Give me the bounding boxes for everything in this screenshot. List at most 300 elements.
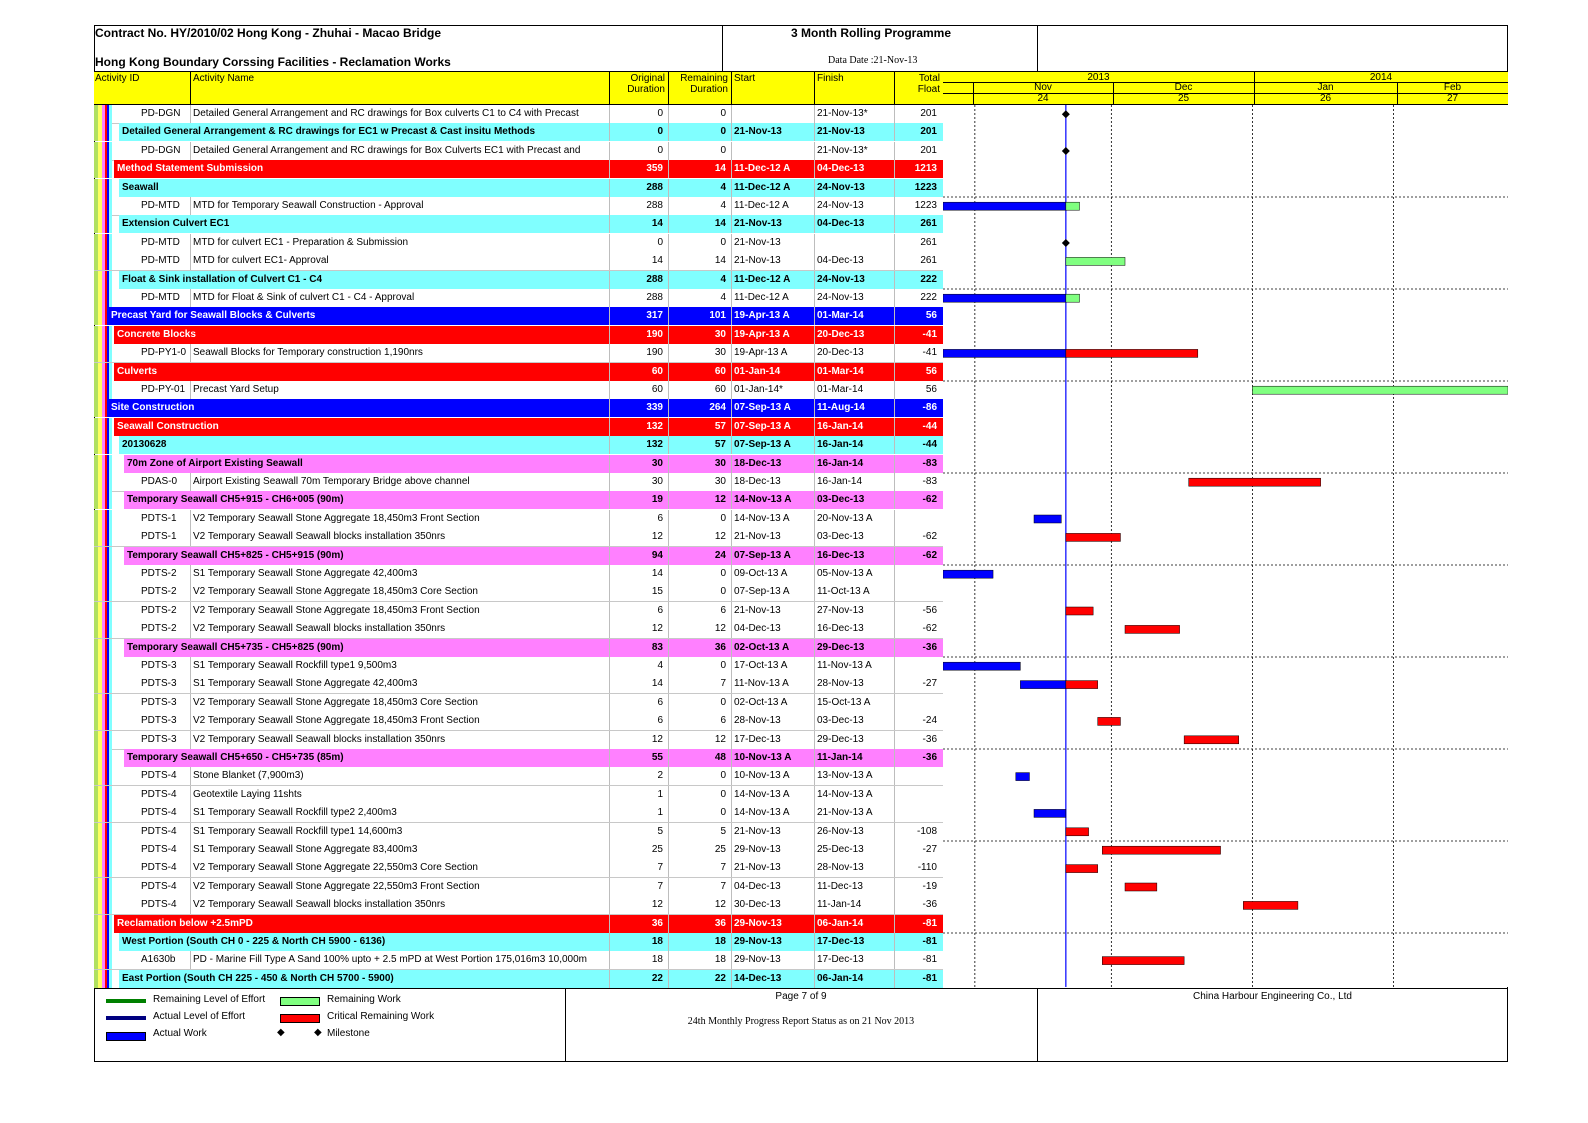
cell-sep <box>731 252 732 270</box>
cell-rd: 60 <box>714 365 726 377</box>
activity-row[interactable] <box>94 583 943 602</box>
wbs-group-row[interactable] <box>94 639 943 657</box>
cell-sep <box>814 436 815 454</box>
activity-row[interactable] <box>94 105 943 124</box>
cell-sep <box>894 289 895 307</box>
wbs-level-stripe <box>109 363 112 381</box>
col-label-line: Duration <box>627 84 665 95</box>
cell-sep <box>894 970 895 988</box>
cell-sep <box>731 289 732 307</box>
cell-sep <box>814 418 815 436</box>
cell-start: 21-Nov-13 <box>734 604 781 616</box>
col-sep <box>609 72 610 104</box>
col-activity-id[interactable]: Activity ID <box>95 73 140 84</box>
cell-sep <box>731 878 732 896</box>
activity-row[interactable] <box>94 510 943 529</box>
cell-sep <box>894 215 895 233</box>
critical-work-bar <box>1125 625 1180 633</box>
group-name: Method Statement Submission <box>117 163 264 175</box>
cell-sep <box>731 234 732 252</box>
cell-rd: 30 <box>714 476 726 487</box>
activity-row[interactable] <box>94 528 943 547</box>
activity-id: PDTS-4 <box>141 899 177 911</box>
wbs-level-stripe <box>109 804 112 822</box>
activity-row[interactable] <box>94 565 943 584</box>
cell-rd: 48 <box>714 752 726 763</box>
critical-work-bar <box>1102 846 1220 854</box>
cell-sep <box>814 289 815 307</box>
cell-sep <box>894 399 895 417</box>
activity-row[interactable] <box>94 878 943 897</box>
cell-sep <box>814 620 815 638</box>
cell-rd: 22 <box>714 972 726 984</box>
cell-tf: -110 <box>917 862 937 874</box>
cell-sep <box>894 639 895 657</box>
week-26: 26 <box>1319 93 1332 104</box>
wbs-group-row[interactable] <box>94 418 943 436</box>
cell-finish: 01-Mar-14 <box>817 384 864 395</box>
cell-start: 11-Dec-12 A <box>734 292 789 303</box>
activity-row[interactable] <box>94 197 943 216</box>
cell-sep <box>609 436 610 454</box>
critical-work-bar <box>1066 681 1098 689</box>
wbs-level-stripe <box>109 951 112 969</box>
milestone-icon: ◆ <box>277 1027 285 1038</box>
cell-tf: -83 <box>922 476 937 487</box>
cell-od: 190 <box>646 347 663 359</box>
cell-sep <box>731 344 732 362</box>
loe-swatch <box>106 999 146 1003</box>
critical-work-bar <box>1066 533 1121 541</box>
activity-row[interactable] <box>94 767 943 786</box>
cell-rd: 0 <box>720 108 726 119</box>
cell-rd: 30 <box>714 328 726 340</box>
cell-tf <box>896 804 940 822</box>
cell-sep <box>814 859 815 877</box>
cell-tf: -44 <box>922 420 937 432</box>
cell-sep <box>731 859 732 877</box>
activity-row[interactable] <box>94 234 943 253</box>
cell-finish: 11-Jan-14 <box>817 899 862 911</box>
cell-sep <box>668 767 669 785</box>
cell-od: 1 <box>657 807 663 819</box>
group-name: 20130628 <box>122 439 167 451</box>
cell-sep <box>190 528 191 546</box>
cell-od: 19 <box>651 494 663 506</box>
cell-rd: 0 <box>720 144 726 156</box>
wbs-level-stripe <box>109 786 112 804</box>
cell-sep <box>609 160 610 178</box>
cell-sep <box>609 583 610 601</box>
gantt-chart <box>943 105 1508 987</box>
cell-start: 30-Dec-13 <box>734 899 781 911</box>
wbs-level-stripe <box>109 749 112 767</box>
activity-row[interactable] <box>94 786 943 805</box>
wbs-group-row[interactable] <box>94 455 943 473</box>
cell-finish: 06-Jan-14 <box>817 917 864 929</box>
cell-finish: 25-Dec-13 <box>817 844 864 855</box>
cell-od: 55 <box>651 752 663 763</box>
wbs-group-row[interactable] <box>94 749 943 767</box>
cell-sep <box>190 602 191 620</box>
wbs-level-stripe <box>109 675 112 693</box>
activity-id: PD-MTD <box>141 292 180 303</box>
cell-sep <box>814 510 815 528</box>
critical-work-bar <box>1066 607 1093 615</box>
cell-sep <box>731 399 732 417</box>
cell-sep <box>731 160 732 178</box>
activity-name: V2 Temporary Seawall Stone Aggregate 18,450m3 Core Section <box>193 586 478 598</box>
cell-start: 14-Nov-13 A <box>734 494 792 506</box>
cell-start: 11-Dec-12 A <box>734 163 791 175</box>
wbs-level-stripe <box>109 547 112 565</box>
cell-tf: -81 <box>922 917 937 929</box>
cell-sep <box>731 473 732 491</box>
cell-sep <box>668 271 669 289</box>
cell-sep <box>814 547 815 565</box>
cell-sep <box>814 712 815 730</box>
cell-rd: 12 <box>714 531 726 543</box>
cell-sep <box>668 547 669 565</box>
cell-sep <box>609 179 610 197</box>
cell-sep <box>190 197 191 215</box>
activity-row[interactable] <box>94 841 943 860</box>
cell-rd: 57 <box>714 420 726 432</box>
col-start[interactable]: Start <box>734 73 756 84</box>
cell-sep <box>609 547 610 565</box>
cell-start: 04-Dec-13 <box>734 623 781 635</box>
cell-sep <box>668 455 669 473</box>
group-name: Site Construction <box>111 402 195 414</box>
year-2013: 2013 <box>1087 72 1110 83</box>
cell-sep <box>609 786 610 804</box>
cell-sep <box>609 363 610 381</box>
activity-row[interactable] <box>94 896 943 915</box>
cell-od: 288 <box>646 181 663 193</box>
cell-rd: 30 <box>714 347 726 359</box>
wbs-level-stripe <box>109 878 112 896</box>
wbs-level-stripe <box>109 234 112 252</box>
cell-sep <box>668 344 669 362</box>
cell-sep <box>668 583 669 601</box>
actual-loe-swatch <box>106 1016 146 1020</box>
cell-sep <box>814 694 815 712</box>
cell-sep <box>609 639 610 657</box>
cell-finish: 20-Dec-13 <box>817 347 864 359</box>
cell-od: 6 <box>657 512 663 524</box>
activity-row[interactable] <box>94 951 943 970</box>
cell-sep <box>668 381 669 399</box>
cell-start: 19-Apr-13 A <box>734 310 790 322</box>
cell-sep <box>894 896 895 914</box>
actual-work-bar <box>943 349 1066 357</box>
wbs-level-stripe <box>109 197 112 215</box>
cell-tf: 56 <box>925 384 937 395</box>
col-remaining-duration[interactable] <box>670 73 728 95</box>
cell-sep <box>814 731 815 749</box>
cell-rd: 0 <box>720 568 726 579</box>
cell-start: 14-Dec-13 <box>734 972 782 984</box>
cell-od: 4 <box>657 660 663 671</box>
cell-rd: 0 <box>720 696 726 708</box>
wbs-group-row[interactable] <box>94 307 943 325</box>
activity-name: V2 Temporary Seawall Seawall blocks installation 350nrs <box>193 733 446 745</box>
group-name: Temporary Seawall CH5+915 - CH6+005 (90m) <box>127 494 344 506</box>
cell-finish: 05-Nov-13 A <box>817 568 873 579</box>
wbs-group-row[interactable] <box>94 436 943 454</box>
cell-finish: 20-Nov-13 A <box>817 512 873 524</box>
activity-row[interactable] <box>94 289 943 308</box>
cell-sep <box>609 896 610 914</box>
cell-sep <box>668 252 669 270</box>
group-name: West Portion (South CH 0 - 225 & North CH 5900 - 6136) <box>122 936 386 947</box>
activity-row[interactable] <box>94 731 943 750</box>
cell-finish: 16-Dec-13 <box>817 549 865 561</box>
activity-id: PDTS-4 <box>141 770 177 782</box>
cell-sep <box>731 455 732 473</box>
cell-rd: 4 <box>720 292 726 303</box>
actual-work-bar <box>943 294 1066 302</box>
cell-tf: 261 <box>920 255 937 267</box>
cell-sep <box>731 602 732 620</box>
activity-name: V2 Temporary Seawall Stone Aggregate 18,450m3 Core Section <box>193 696 478 708</box>
cell-sep <box>894 602 895 620</box>
cell-finish: 01-Mar-14 <box>817 310 864 322</box>
wbs-group-row[interactable] <box>94 491 943 509</box>
cell-finish: 03-Dec-13 <box>817 531 864 543</box>
cell-sep <box>609 878 610 896</box>
header-divider <box>1037 25 1038 71</box>
actual-work-bar <box>943 662 1020 670</box>
cell-sep <box>668 970 669 988</box>
col-original-duration[interactable] <box>611 73 665 95</box>
activity-row[interactable] <box>94 859 943 878</box>
cell-sep <box>190 896 191 914</box>
cell-finish: 24-Nov-13 <box>817 292 864 303</box>
cell-finish: 04-Dec-13 <box>817 255 864 267</box>
col-total-float[interactable] <box>896 73 940 95</box>
cell-sep <box>609 804 610 822</box>
activity-row[interactable] <box>94 804 943 823</box>
cell-tf: -36 <box>922 899 937 911</box>
cell-sep <box>609 565 610 583</box>
activity-row[interactable] <box>94 694 943 713</box>
wbs-level-stripe <box>109 326 112 344</box>
cell-od: 7 <box>657 880 663 892</box>
cell-sep <box>190 694 191 712</box>
cell-start: 18-Dec-13 <box>734 457 782 469</box>
col-finish[interactable]: Finish <box>817 73 844 84</box>
cell-sep <box>609 841 610 859</box>
cell-rd: 18 <box>714 954 726 966</box>
wbs-group-row[interactable] <box>94 933 943 951</box>
activity-row[interactable] <box>94 823 943 842</box>
cell-sep <box>668 123 669 141</box>
wbs-level-stripe <box>109 289 112 307</box>
cell-sep <box>190 565 191 583</box>
wbs-level-stripe <box>109 712 112 730</box>
cell-sep <box>668 915 669 933</box>
cell-tf <box>896 565 940 583</box>
cell-tf: -19 <box>922 880 937 892</box>
cell-start: 11-Dec-12 A <box>734 273 791 285</box>
cell-sep <box>894 620 895 638</box>
cell-tf: -62 <box>922 494 937 506</box>
wbs-level-stripe <box>109 436 112 454</box>
cell-start: 17-Dec-13 <box>734 733 781 745</box>
cell-finish: 21-Nov-13 A <box>817 807 873 819</box>
cell-finish: 26-Nov-13 <box>817 825 864 837</box>
activity-name: V2 Temporary Seawall Stone Aggregate 18,450m3 Front Section <box>193 715 480 727</box>
cell-od: 18 <box>651 954 663 966</box>
cell-sep <box>190 675 191 693</box>
cell-rd: 6 <box>720 715 726 727</box>
cell-tf: -24 <box>922 715 937 727</box>
cell-sep <box>609 694 610 712</box>
cell-sep <box>814 491 815 509</box>
legend-label: Milestone <box>327 1028 370 1039</box>
activity-id: PD-DGN <box>141 108 181 119</box>
critical-work-bar <box>1102 957 1184 965</box>
cell-sep <box>894 786 895 804</box>
cell-sep <box>814 105 815 123</box>
wbs-group-row[interactable] <box>94 970 943 988</box>
cell-start: 02-Oct-13 A <box>734 641 790 653</box>
col-sep <box>814 72 815 104</box>
critical-work-bar <box>1243 901 1298 909</box>
cell-sep <box>731 915 732 933</box>
cell-sep <box>894 123 895 141</box>
col-sep <box>190 72 191 104</box>
activity-row[interactable] <box>94 344 943 363</box>
activity-row[interactable] <box>94 620 943 639</box>
cell-od: 14 <box>651 568 663 579</box>
cell-sep <box>668 105 669 123</box>
cell-od: 288 <box>646 200 663 211</box>
header-divider <box>722 25 723 71</box>
cell-rd: 0 <box>720 512 726 524</box>
activity-id: PD-PY1-0 <box>141 347 187 359</box>
cell-rd: 12 <box>714 623 726 635</box>
cell-finish: 29-Dec-13 <box>817 641 865 653</box>
activity-id: A1630b <box>141 954 176 966</box>
cell-start: 21-Nov-13 <box>734 255 781 267</box>
wbs-group-row[interactable] <box>94 179 943 197</box>
cell-finish: 01-Mar-14 <box>817 365 864 377</box>
cell-od: 6 <box>657 696 663 708</box>
cell-od: 6 <box>657 715 663 727</box>
cell-sep <box>609 344 610 362</box>
wbs-level-stripe <box>109 455 112 473</box>
activity-row[interactable] <box>94 712 943 731</box>
cell-sep <box>814 455 815 473</box>
actual-work-bar <box>943 570 993 578</box>
wbs-group-row[interactable] <box>94 160 943 178</box>
cell-sep <box>731 215 732 233</box>
month-nov: Nov <box>1034 82 1052 93</box>
wbs-group-row[interactable] <box>94 271 943 289</box>
cell-sep <box>814 565 815 583</box>
cell-sep <box>731 123 732 141</box>
activity-id: PDAS-0 <box>141 476 178 487</box>
col-activity-name[interactable]: Activity Name <box>193 73 255 84</box>
cell-tf: -86 <box>922 402 937 414</box>
activity-row[interactable] <box>94 675 943 694</box>
cell-od: 25 <box>651 844 663 855</box>
activity-row[interactable] <box>94 473 943 492</box>
activity-id: PDTS-3 <box>141 715 177 727</box>
cell-od: 132 <box>646 420 663 432</box>
cell-start <box>734 105 812 123</box>
group-name: Seawall Construction <box>117 420 219 432</box>
cell-sep <box>609 252 610 270</box>
cell-sep <box>668 565 669 583</box>
cell-finish: 16-Jan-14 <box>817 476 863 487</box>
remaining-work-swatch <box>280 997 320 1006</box>
cell-rd: 57 <box>714 439 726 451</box>
cell-finish: 11-Jan-14 <box>817 752 863 763</box>
wbs-level-stripe <box>109 381 112 399</box>
remaining-work-bar <box>1252 386 1508 394</box>
cell-sep <box>190 859 191 877</box>
cell-finish: 15-Oct-13 A <box>817 696 871 708</box>
wbs-group-row[interactable] <box>94 215 943 233</box>
wbs-group-row[interactable] <box>94 399 943 417</box>
wbs-group-row[interactable] <box>94 547 943 565</box>
wbs-level-stripe <box>109 823 112 841</box>
cell-sep <box>668 933 669 951</box>
activity-row[interactable] <box>94 657 943 676</box>
cell-start: 10-Nov-13 A <box>734 770 790 782</box>
cell-sep <box>894 418 895 436</box>
cell-sep <box>731 804 732 822</box>
wbs-group-row[interactable] <box>94 326 943 344</box>
cell-sep <box>668 491 669 509</box>
wbs-group-row[interactable] <box>94 123 943 141</box>
activity-name: V2 Temporary Seawall Stone Aggregate 22,550m3 Front Section <box>193 880 480 892</box>
cell-tf: -56 <box>922 604 937 616</box>
cell-sep <box>668 307 669 325</box>
cell-rd: 6 <box>720 604 726 616</box>
cell-sep <box>609 326 610 344</box>
activity-row[interactable] <box>94 252 943 271</box>
cell-tf: -81 <box>922 936 937 947</box>
cell-sep <box>731 547 732 565</box>
month-jan: Jan <box>1317 82 1334 93</box>
activity-name: Detailed General Arrangement and RC drawings for Box culverts C1 to C4 with Precast <box>193 108 579 119</box>
cell-rd: 30 <box>714 457 726 469</box>
activity-row[interactable] <box>94 381 943 400</box>
cell-tf <box>896 510 940 528</box>
cell-sep <box>814 878 815 896</box>
cell-start: 01-Jan-14 <box>734 365 781 377</box>
cell-sep <box>668 675 669 693</box>
critical-work-bar <box>1066 865 1098 873</box>
cell-sep <box>814 399 815 417</box>
cell-sep <box>668 951 669 969</box>
cell-sep <box>814 142 815 160</box>
wbs-group-row[interactable] <box>94 915 943 933</box>
group-name: Float & Sink installation of Culvert C1 - C4 <box>122 273 323 285</box>
cell-sep <box>894 933 895 951</box>
activity-row[interactable] <box>94 142 943 161</box>
cell-sep <box>668 160 669 178</box>
cell-start: 07-Sep-13 A <box>734 402 791 414</box>
wbs-group-row[interactable] <box>94 363 943 381</box>
activity-row[interactable] <box>94 602 943 621</box>
cell-sep <box>668 859 669 877</box>
cell-start: 14-Nov-13 A <box>734 512 790 524</box>
